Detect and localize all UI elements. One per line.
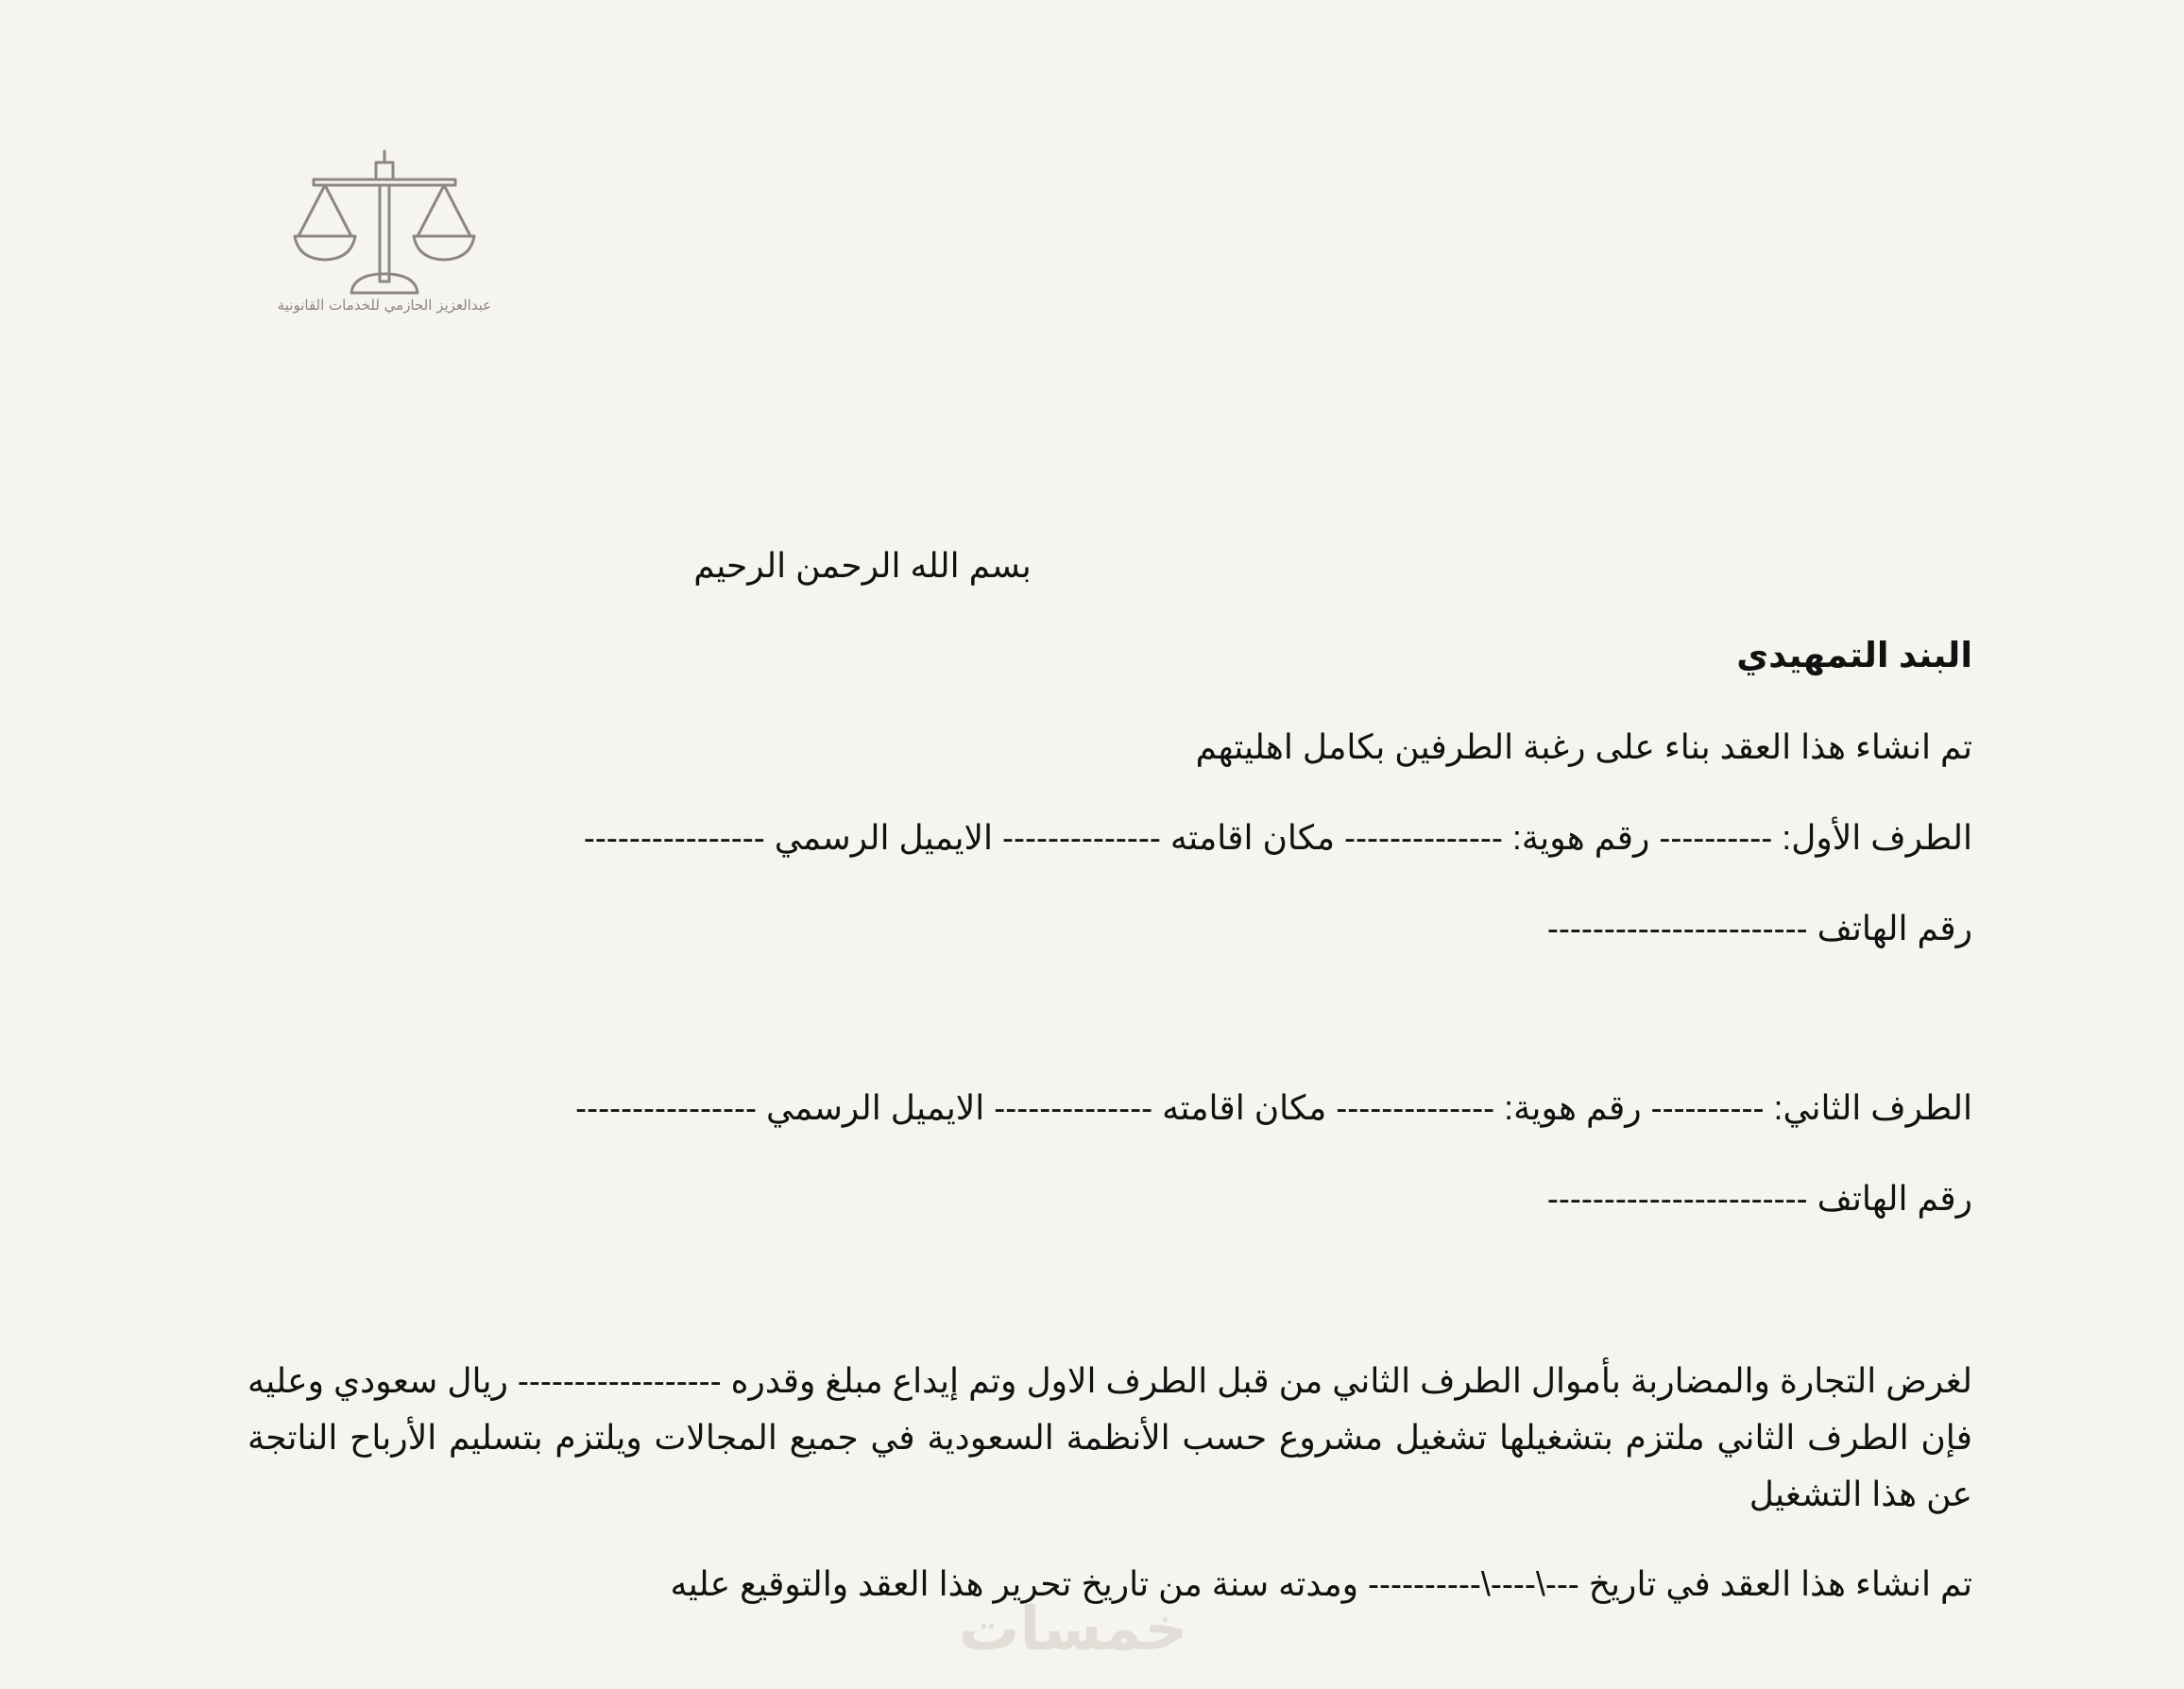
firm-logo [266, 142, 503, 321]
party-one-phone: رقم الهاتف ----------------------- [1546, 909, 1972, 947]
firm-name-caption: عبدالعزيز الحازمي للخدمات القانونية [277, 297, 492, 314]
preamble-heading: البند التمهيدي [1736, 636, 1972, 674]
party-one-details: الطرف الأول: ---------- رقم هوية: -------------- مكان اقامته -------------- الايميل الرسمي ---------------- [583, 818, 1972, 857]
scales-of-justice-icon [285, 149, 484, 300]
party-two-phone: رقم الهاتف ----------------------- [1546, 1179, 1972, 1218]
purpose-paragraph: لغرض التجارة والمضاربة بأموال الطرف الثاني من قبل الطرف الاول وتم إيداع مبلغ وقدره ------------------ ريال سعودي وعليه فإن الطرف الثاني ملتزم بتشغيلها تشغيل مشروع حسب الأنظمة السعودية في جميع المجالات ويلتزم بتسليم الأرباح الناتجة عن هذا التشغيل [247, 1361, 1972, 1513]
basmala: بسم الله الرحمن الرحيم [693, 546, 1032, 585]
watermark: خمسات [959, 1595, 1188, 1664]
party-two-details: الطرف الثاني: ---------- رقم هوية: -------------- مكان اقامته -------------- الايميل الرسمي ---------------- [575, 1088, 1972, 1127]
date-clause: تم انشاء هذا العقد في تاريخ ---\----\---------- ومدته سنة من تاريخ تحرير هذا العقد والتوقيع عليه [670, 1564, 1972, 1603]
intro-line: تم انشاء هذا العقد بناء على رغبة الطرفين بكامل اهليتهم [1195, 727, 1972, 766]
